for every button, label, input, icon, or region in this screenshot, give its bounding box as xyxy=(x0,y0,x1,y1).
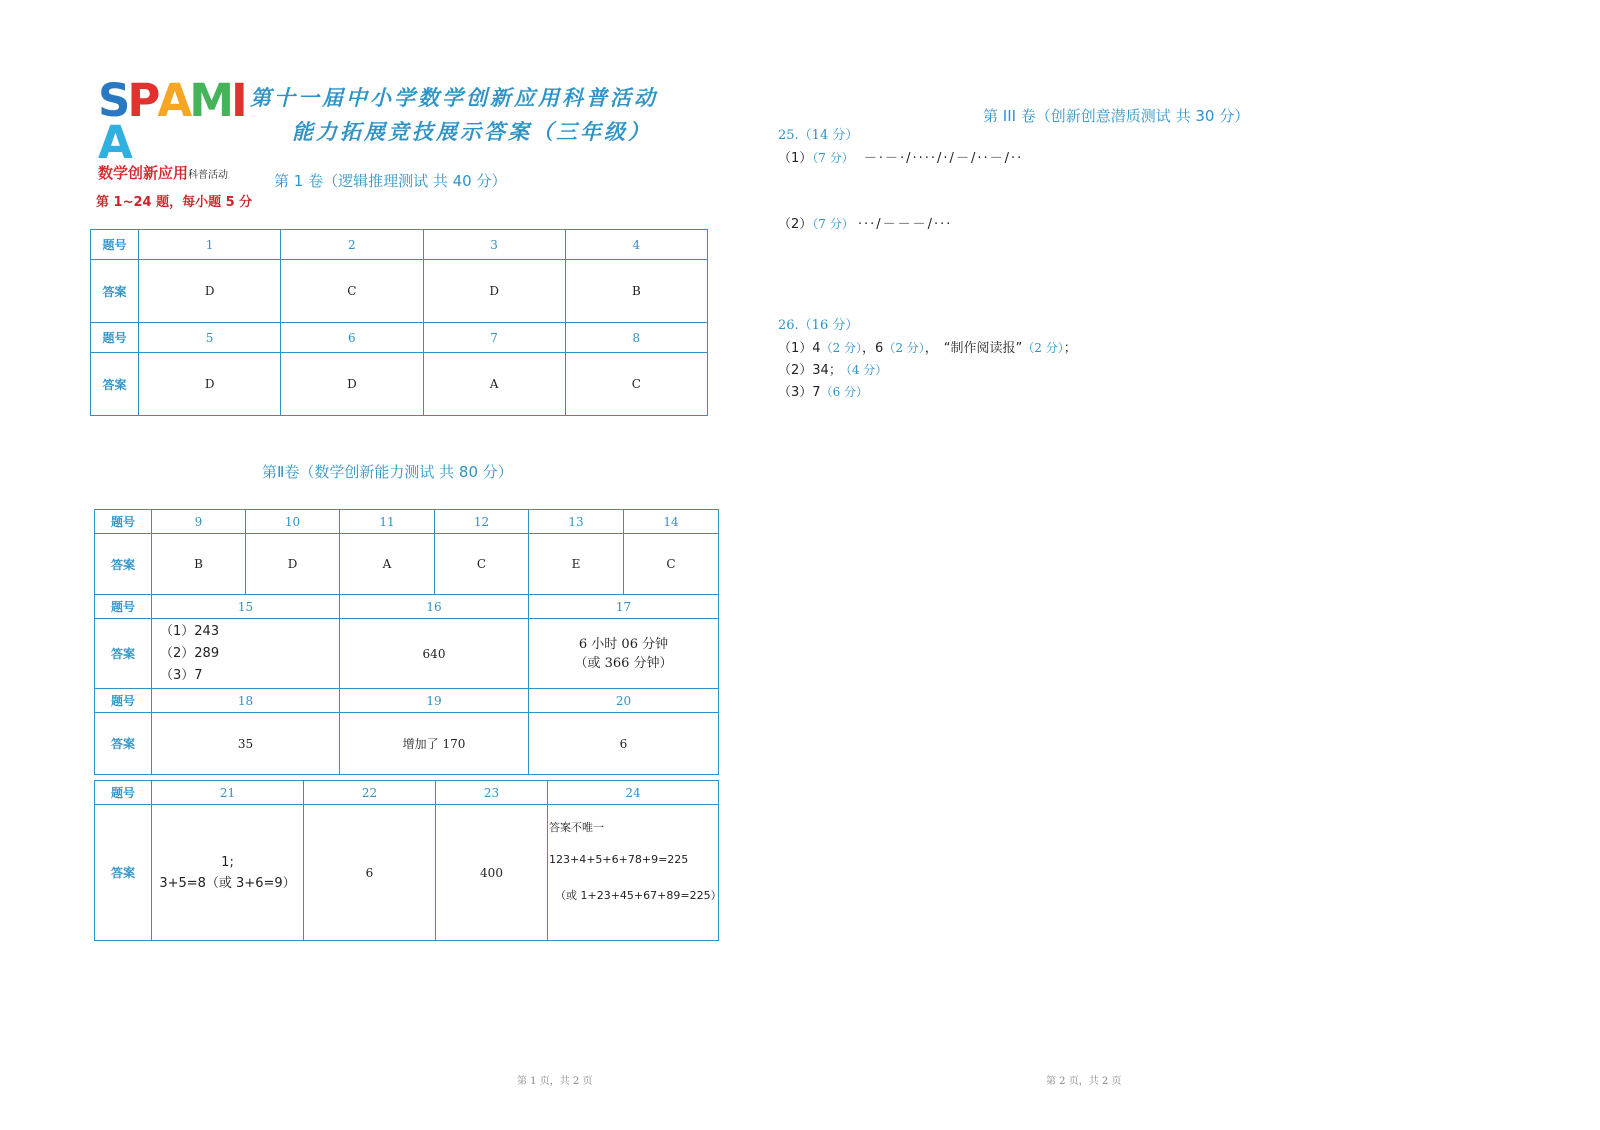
q-num: 24 xyxy=(548,781,719,805)
q-num: 14 xyxy=(624,510,719,534)
q-num: 11 xyxy=(340,510,435,534)
table-row xyxy=(91,323,708,353)
answer-cell: E xyxy=(529,534,624,595)
part2-title: 第Ⅱ卷（数学创新能力测试 共 80 分） xyxy=(262,463,513,481)
answer-cell-q24 xyxy=(548,805,722,941)
q-num: 17 xyxy=(529,595,719,619)
table-row xyxy=(95,689,719,713)
label-num: 题号 xyxy=(95,510,152,534)
label-num: 题号 xyxy=(95,595,152,619)
q-num: 5 xyxy=(139,323,281,353)
label-num: 题号 xyxy=(95,689,152,713)
q26-l1-s1: （2 分） xyxy=(820,341,863,355)
label-num: 题号 xyxy=(91,230,139,260)
answer-cell: C xyxy=(565,353,707,416)
q-num: 18 xyxy=(152,689,340,713)
part1-note: 第 1~24 题，每小题 5 分 xyxy=(96,195,253,210)
answer-line: 3+5=8（或 3+6=9） xyxy=(159,875,296,891)
answer-line: 答案不唯一 xyxy=(549,821,604,834)
label-ans: 答案 xyxy=(95,534,152,595)
q26-l1-s3: （2 分） xyxy=(1022,341,1064,355)
label-num: 题号 xyxy=(95,781,152,805)
answer-line: 1; xyxy=(221,854,234,870)
answer-cell: C xyxy=(281,260,423,323)
q-num: 12 xyxy=(435,510,529,534)
answer-line: （或 366 分钟） xyxy=(574,655,673,671)
table-row xyxy=(95,534,719,595)
answer-cell-q16: 640 xyxy=(340,619,529,689)
q26-heading: 26.（16 分） xyxy=(778,318,859,333)
q26-l1-sep1: ， xyxy=(862,341,876,356)
answer-cell: D xyxy=(423,260,565,323)
footer-page2: 第 2 页，共 2 页 xyxy=(1046,1076,1122,1087)
table-row xyxy=(95,510,719,534)
logo-wordmark xyxy=(98,74,248,169)
q-num: 13 xyxy=(529,510,624,534)
q25-l1-label: （1） xyxy=(778,151,813,166)
answer-cell-q23: 400 xyxy=(436,805,548,941)
q-num: 6 xyxy=(281,323,423,353)
q-num: 21 xyxy=(152,781,304,805)
answer-cell-q22: 6 xyxy=(304,805,436,941)
logo-subtitle xyxy=(98,164,248,185)
answer-line: （1）243 xyxy=(160,623,220,639)
q-num: 7 xyxy=(423,323,565,353)
part2-table-a xyxy=(94,509,719,595)
answer-cell-q17 xyxy=(529,619,719,689)
q-num: 1 xyxy=(139,230,281,260)
q25-l1-score: （7 分） xyxy=(812,151,854,165)
q25-l2-label: （2） xyxy=(778,217,813,232)
answer-line: （2）289 xyxy=(160,645,220,661)
q26-l1-end: ； xyxy=(1063,341,1077,356)
part2-table-b xyxy=(94,594,719,775)
q26-l3-label: （3） xyxy=(778,385,813,400)
label-ans: 答案 xyxy=(91,260,139,323)
logo-letter: M xyxy=(189,74,232,127)
part2-table-c xyxy=(94,780,722,941)
q26-l1-label: （1） xyxy=(778,341,813,356)
q-num: 15 xyxy=(152,595,340,619)
answer-cell: 6 xyxy=(529,713,719,775)
q26-l3-score: （6 分） xyxy=(820,385,869,399)
part1-table xyxy=(90,229,708,416)
q-num: 10 xyxy=(246,510,340,534)
logo-letter: A xyxy=(98,116,130,169)
q26-l1-a: 4 xyxy=(812,341,821,356)
answer-cell: A xyxy=(423,353,565,416)
q25-l2-score: （7 分） xyxy=(812,217,854,231)
q26-line3 xyxy=(778,381,868,404)
q-num: 19 xyxy=(340,689,529,713)
answer-line: （3）7 xyxy=(160,667,203,683)
answer-cell: D xyxy=(281,353,423,416)
answer-line: 123+4+5+6+78+9=225 xyxy=(549,853,689,866)
q26-l2-a: 34； xyxy=(812,363,842,378)
q26-l1-b: 6 xyxy=(875,341,884,356)
answer-cell: B xyxy=(565,260,707,323)
logo-letter: S xyxy=(98,74,128,127)
q26-l1-c: “制作阅读报” xyxy=(943,341,1023,356)
q-num: 16 xyxy=(340,595,529,619)
q26-l1-sep2: ， xyxy=(924,341,938,356)
logo-letter: A xyxy=(157,74,190,127)
q25-l1-answer: －·－·/····/·/－/··－/·· xyxy=(863,151,1024,166)
answer-cell: 增加了 170 xyxy=(340,713,529,775)
q-num: 4 xyxy=(565,230,707,260)
answer-line: 6 小时 06 分钟 xyxy=(578,636,669,652)
logo-letter: I xyxy=(231,74,245,127)
q26-l2-score: （4 分） xyxy=(845,363,888,377)
q25-line1 xyxy=(778,147,1023,170)
table-row xyxy=(95,595,719,619)
logo-sub-small: 科普活动 xyxy=(188,170,229,181)
q-num: 22 xyxy=(304,781,436,805)
q26-l1-s2: （2 分） xyxy=(883,341,925,355)
q25-heading: 25.（14 分） xyxy=(778,128,859,143)
part1-title: 第 1 卷（逻辑推理测试 共 40 分） xyxy=(274,172,507,190)
label-num: 题号 xyxy=(91,323,139,353)
table-row xyxy=(95,805,719,941)
table-row xyxy=(91,230,708,260)
answer-cell-q21 xyxy=(152,805,304,941)
label-ans: 答案 xyxy=(91,353,139,416)
q26-line2 xyxy=(778,359,887,382)
spamia-logo xyxy=(98,74,248,182)
table-row xyxy=(91,353,708,416)
label-ans: 答案 xyxy=(95,713,152,775)
label-ans: 答案 xyxy=(95,805,152,941)
answer-cell: C xyxy=(435,534,529,595)
q-num: 9 xyxy=(152,510,246,534)
answer-cell: D xyxy=(246,534,340,595)
q-num: 8 xyxy=(565,323,707,353)
table-row xyxy=(95,619,719,689)
answer-cell: B xyxy=(152,534,246,595)
label-ans: 答案 xyxy=(95,619,152,689)
q26-l3-a: 7 xyxy=(812,385,821,400)
answer-cell: 35 xyxy=(152,713,340,775)
q-num: 23 xyxy=(436,781,548,805)
answer-cell: A xyxy=(340,534,435,595)
q-num: 2 xyxy=(281,230,423,260)
part3-title: 第 III 卷（创新创意潜质测试 共 30 分） xyxy=(983,107,1250,125)
q26-l2-label: （2） xyxy=(778,363,813,378)
q26-line1 xyxy=(778,337,1077,360)
logo-letter: P xyxy=(127,74,158,127)
answer-cell: D xyxy=(139,260,281,323)
q-num: 20 xyxy=(529,689,719,713)
footer-page1: 第 1 页，共 2 页 xyxy=(517,1076,593,1087)
q-num: 3 xyxy=(423,230,565,260)
answer-cell: D xyxy=(139,353,281,416)
answer-cell-q15 xyxy=(152,619,340,689)
q25-l2-answer: ···/－－－/··· xyxy=(857,217,953,232)
answer-cell: C xyxy=(624,534,719,595)
table-row xyxy=(91,260,708,323)
table-row xyxy=(95,781,719,805)
answer-line: （或 1+23+45+67+89=225） xyxy=(555,889,722,902)
table-row xyxy=(95,713,719,775)
logo-sub-main: 数学创新应用 xyxy=(98,164,189,182)
header-title-line1: 第十一届中小学数学创新应用科普活动 xyxy=(250,85,658,110)
q25-line2 xyxy=(778,213,952,236)
header-title-line2: 能力拓展竞技展示答案（三年级） xyxy=(292,119,652,144)
